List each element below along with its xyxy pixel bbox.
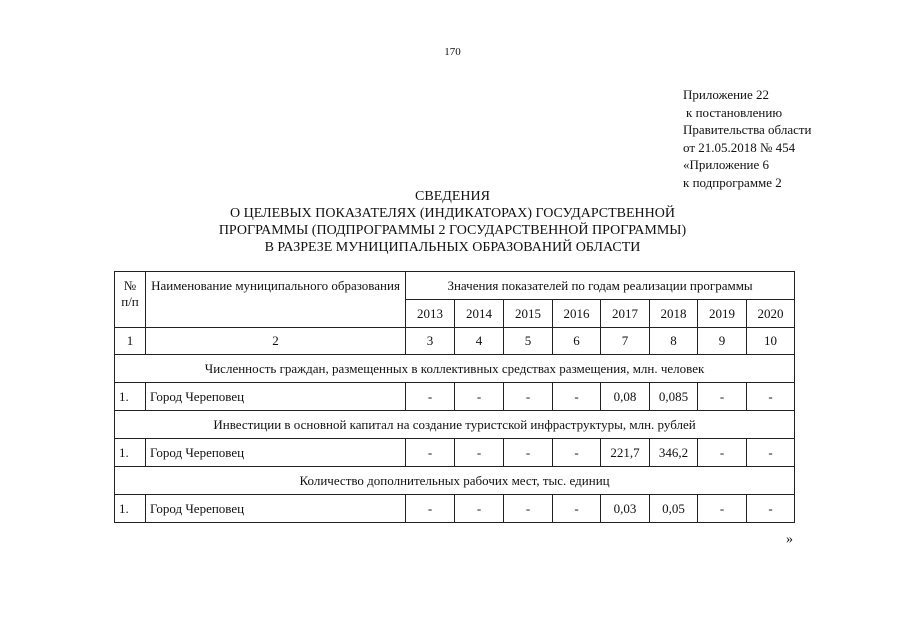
row-value: - [553,383,601,411]
row-value: - [504,439,553,467]
row-value: - [406,495,455,523]
row-number: 1. [115,495,146,523]
column-number: 4 [455,328,504,355]
appendix-line: к подпрограмме 2 [683,174,782,190]
row-value: 346,2 [650,439,698,467]
header-year: 2015 [504,300,553,328]
title-line: В РАЗРЕЗЕ МУНИЦИПАЛЬНЫХ ОБРАЗОВАНИЙ ОБЛАСТИ [264,240,641,255]
table-column-numbers-row [115,328,795,355]
row-number: 1. [115,439,146,467]
row-value: - [698,495,747,523]
section-title: Количество дополнительных рабочих мест, тыс. единиц [115,467,795,495]
header-year: 2013 [406,300,455,328]
column-number: 8 [650,328,698,355]
row-value: 0,05 [650,495,698,523]
table-row [115,383,795,411]
row-value: - [698,383,747,411]
row-value: - [698,439,747,467]
row-value: 0,08 [601,383,650,411]
indicators-table [114,271,795,523]
appendix-line: к постановлению [686,104,783,120]
row-number: 1. [115,383,146,411]
column-number: 2 [146,328,406,355]
column-number: 10 [747,328,795,355]
row-value: - [747,495,795,523]
column-number: 5 [504,328,553,355]
row-value: - [455,439,504,467]
row-value: - [455,495,504,523]
appendix-line: «Приложение 6 [683,157,770,172]
header-year: 2014 [455,300,504,328]
title-line: О ЦЕЛЕВЫХ ПОКАЗАТЕЛЯХ (ИНДИКАТОРАХ) ГОСУДАРСТВЕННОЙ [230,206,675,221]
column-number: 7 [601,328,650,355]
section-title-row [115,355,795,383]
row-value: - [747,383,795,411]
section-title-row [115,467,795,495]
column-number: 6 [553,328,601,355]
section-title: Инвестиции в основной капитал на создание туристской инфраструктуры, млн. рублей [115,411,795,439]
section-title-row [115,411,795,439]
column-number: 9 [698,328,747,355]
appendix-line: от 21.05.2018 № 454 [683,139,796,155]
row-value: - [553,439,601,467]
header-year: 2018 [650,300,698,328]
header-year: 2020 [747,300,795,328]
column-number: 3 [406,328,455,355]
header-values-group: Значения показателей по годам реализации программы [406,272,795,300]
header-year: 2019 [698,300,747,328]
header-year: 2016 [553,300,601,328]
row-name: Город Череповец [146,383,406,411]
row-value: - [406,383,455,411]
row-value: - [455,383,504,411]
row-value: 0,03 [601,495,650,523]
table-row [115,495,795,523]
appendix-line: Приложение 22 [683,87,770,102]
title-line: ПРОГРАММЫ (ПОДПРОГРАММЫ 2 ГОСУДАРСТВЕННОЙ ПРОГРАММЫ) [218,223,687,238]
row-value: - [504,495,553,523]
header-year: 2017 [601,300,650,328]
appendix-line: Правительства области [683,122,812,137]
page-number: 170 [444,46,461,58]
title-line: СВЕДЕНИЯ [415,189,490,204]
table-header-row [115,272,795,300]
column-number: 1 [115,328,146,355]
row-value: - [406,439,455,467]
table-row [115,439,795,467]
header-number: № п/п [115,272,146,328]
row-value: 221,7 [601,439,650,467]
header-name: Наименование муниципального образования [146,272,406,328]
closing-quote: » [786,532,793,547]
row-value: 0,085 [650,383,698,411]
appendix-block [683,86,898,191]
row-name: Город Череповец [146,439,406,467]
row-value: - [747,439,795,467]
row-name: Город Череповец [146,495,406,523]
section-title: Численность граждан, размещенных в коллективных средствах размещения, млн. человек [115,355,795,383]
row-value: - [553,495,601,523]
row-value: - [504,383,553,411]
document-title [0,188,905,256]
